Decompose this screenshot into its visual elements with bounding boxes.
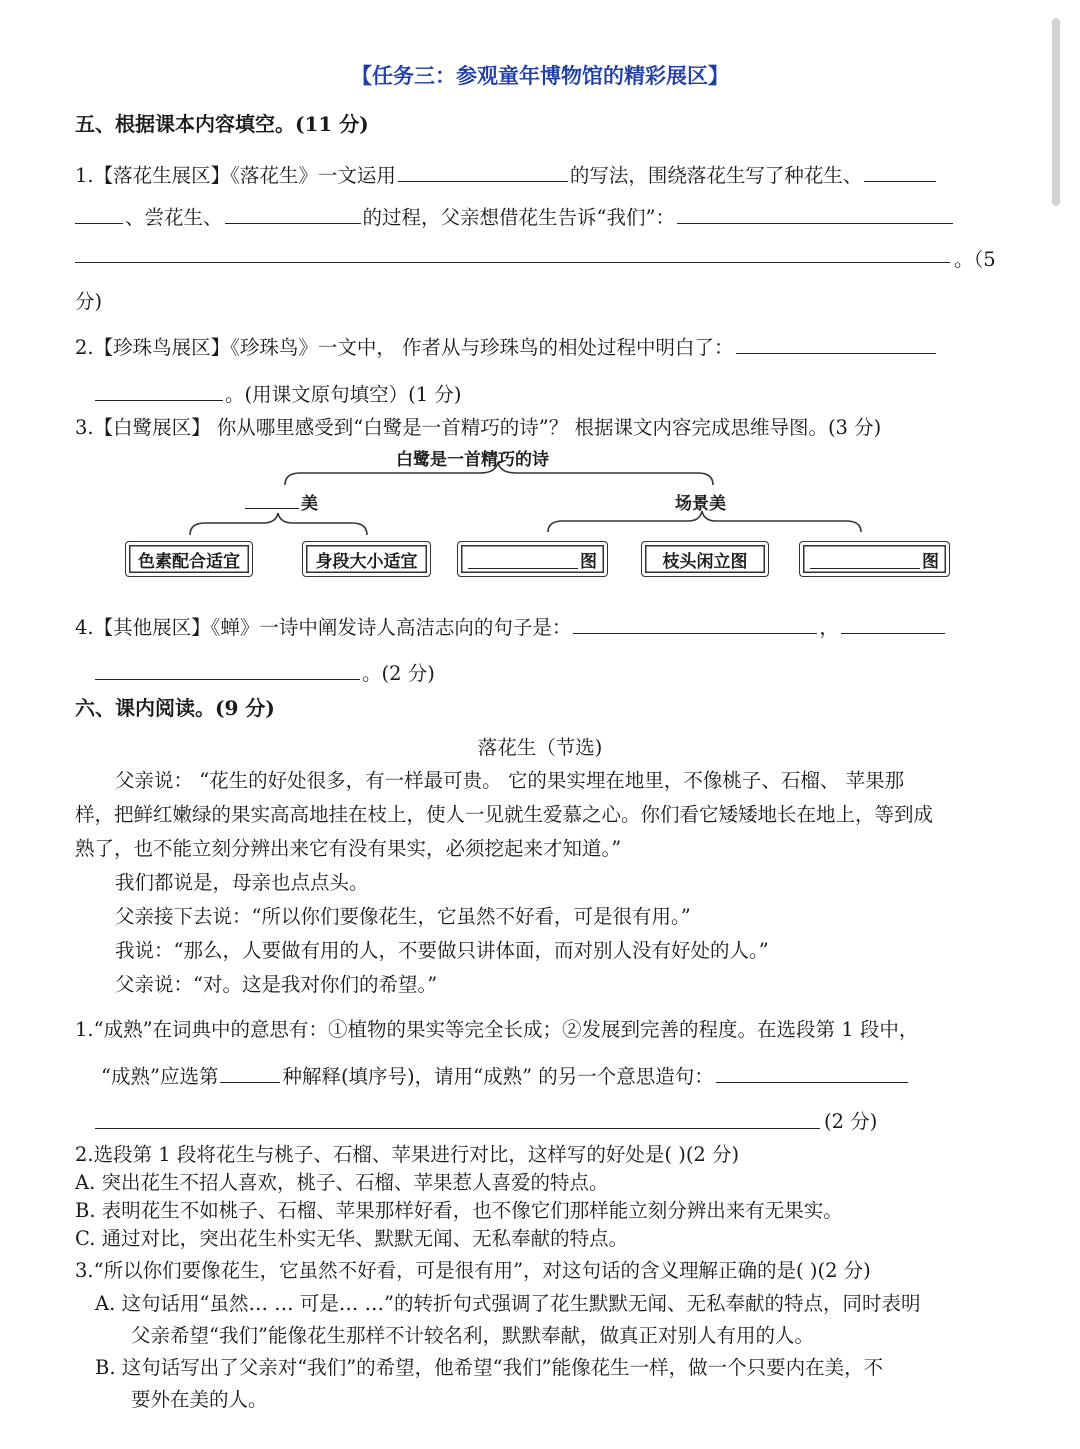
s6-q2-stem: 2.选段第 1 段将花生与桃子、石榴、苹果进行对比，这样写的好处是( )(2 分) xyxy=(75,1143,740,1166)
task-title: 【任务三：参观童年博物馆的精彩展区】 xyxy=(351,63,729,88)
s5-q1-text-b: 的写法，围绕落花生写了种花生、 xyxy=(569,164,863,187)
s6-q3-option-a: A. 这句话用“虽然… … 可是… …”的转折句式强调了花生默默无闻、无私奉献的特点，同时表明 xyxy=(95,1292,921,1315)
box-3-suffix: 图 xyxy=(580,551,597,572)
s6-q2-option-b: B. 表明花生不如桃子、石榴、苹果那样好看，也不像它们那样能立刻分辨出来有无果实。 xyxy=(75,1199,843,1222)
box-5-suffix: 图 xyxy=(922,551,939,572)
blank[interactable] xyxy=(841,613,945,634)
mindmap-box-3 xyxy=(457,541,608,577)
s5-q4-text-b: 。(2 分) xyxy=(362,662,435,685)
mindmap-root: 白鹭是一首精巧的诗 xyxy=(396,450,549,470)
section-6-heading: 六、课内阅读。(9 分) xyxy=(75,696,275,720)
passage-line: 样，把鲜红嫩绿的果实高高地挂在枝上，使人一见就生爱慕之心。你们看它矮矮地长在地上，等到成 xyxy=(75,803,934,826)
s6-q2-option-c: C. 通过对比，突出花生朴实无华、默默无闻、无私奉献的特点。 xyxy=(75,1227,629,1250)
s6-q1-text-b2: 种解释(填序号)，请用“成熟” 的另一个意思造句： xyxy=(282,1065,714,1088)
s5-q1-score-b: 分) xyxy=(75,290,103,313)
blank[interactable] xyxy=(220,1062,280,1083)
s5-q4-comma: ， xyxy=(819,616,839,639)
passage-line: 父亲接下去说：“所以你们要像花生，它虽然不好看，可是很有用。” xyxy=(115,905,691,928)
s6-q1-text-b1: “成熟”应选第 xyxy=(101,1065,219,1088)
s6-q1-line1: 1.“成熟”在词典中的意思有：①植物的果实等完全长成；②发展到完善的程度。在选段第 1 段中， xyxy=(75,1018,919,1041)
mindmap-box-2: 身段大小适宜 xyxy=(302,541,431,577)
blank[interactable] xyxy=(468,550,578,569)
section-5-heading: 五、根据课本内容填空。(11 分) xyxy=(75,112,369,136)
mindmap-box-1: 色素配合适宜 xyxy=(125,541,253,577)
s6-q3-stem: 3.“所以你们要像花生，它虽然不好看，可是很有用”，对这句话的含义理解正确的是( )(2 分) xyxy=(75,1259,871,1282)
s6-q3-option-b-cont: 要外在美的人。 xyxy=(131,1388,268,1411)
mindmap-left-branch xyxy=(245,489,318,514)
passage-line: 我说：“那么，人要做有用的人，不要做只讲体面，而对别人没有好处的人。” xyxy=(115,939,769,962)
s5-q3-text: 3.【白鹭展区】 你从哪里感受到“白鹭是一首精巧的诗”？ 根据课文内容完成思维导图。(3 分) xyxy=(75,416,882,439)
s5-q1-text-a: 1.【落花生展区】《落花生》一文运用 xyxy=(75,164,396,187)
passage-title: 落花生（节选) xyxy=(477,736,603,759)
passage-line: 父亲说：“对。这是我对你们的希望。” xyxy=(115,973,438,996)
s5-q2-text-a: 2.【珍珠鸟展区】《珍珠鸟》一文中， 作者从与珍珠鸟的相处过程中明白了： xyxy=(75,336,734,359)
s6-q1-score: (2 分) xyxy=(824,1110,878,1133)
s5-q2-text-b: 。(用课文原句填空）(1 分) xyxy=(225,383,462,406)
mindmap-box-5 xyxy=(799,541,950,577)
passage-line: 父亲说： “花生的好处很多，有一样最可贵。 它的果实埋在地里，不像桃子、石榴、 苹果那 xyxy=(115,769,905,792)
s5-q4-text-a: 4.【其他展区】《蝉》一诗中阐发诗人高洁志向的句子是： xyxy=(75,616,572,639)
mindmap-box-4: 枝头闲立图 xyxy=(641,541,769,577)
passage-line: 熟了，也不能立刻分辨出来它有没有果实，必须挖起来才知道。” xyxy=(75,837,622,860)
mindmap-right-branch: 场景美 xyxy=(675,494,726,514)
blank[interactable] xyxy=(573,613,817,634)
s6-q3-option-a-cont: 父亲希望“我们”能像花生那样不计较名利，默默奉献，做真正对别人有用的人。 xyxy=(131,1324,814,1347)
passage-line: 我们都说是，母亲也点点头。 xyxy=(115,871,369,894)
left-branch-suffix: 美 xyxy=(301,494,318,514)
s6-q2-option-a: A. 突出花生不招人喜欢，桃子、石榴、苹果惹人喜爱的特点。 xyxy=(75,1171,609,1194)
s5-q1-score-a: 。（5 xyxy=(954,248,996,271)
s5-q1-text-c: 、尝花生、 xyxy=(125,206,223,229)
s6-q1-line2 xyxy=(101,1061,910,1089)
blank[interactable] xyxy=(95,1128,820,1129)
s6-q3-option-b: B. 这句话写出了父亲对“我们”的希望，他希望“我们”能像花生一样，做一个只要内在美，不 xyxy=(95,1356,884,1379)
s5-q4-line1 xyxy=(75,612,947,640)
blank[interactable] xyxy=(716,1062,908,1083)
s5-q1-text-d: 的过程，父亲想借花生告诉“我们”： xyxy=(362,206,675,229)
blank[interactable] xyxy=(245,492,299,509)
blank[interactable] xyxy=(810,550,920,569)
blank[interactable] xyxy=(95,659,360,680)
s5-q4-line2 xyxy=(95,658,435,686)
